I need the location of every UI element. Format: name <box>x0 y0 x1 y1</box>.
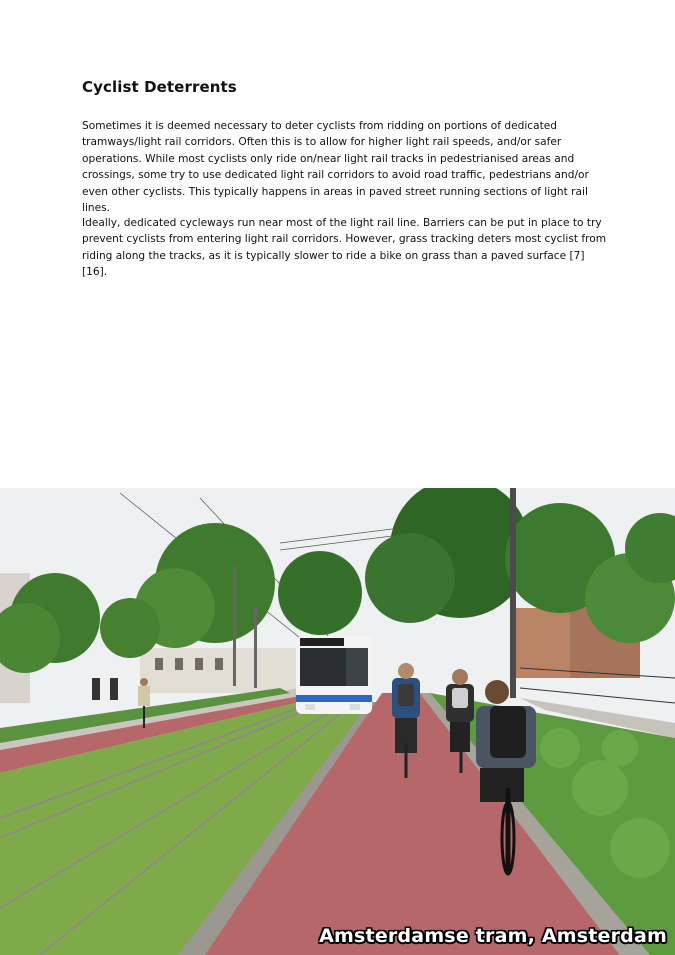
building-mid <box>140 648 300 693</box>
paragraph-intro: Sometimes it is deemed necessary to deter cyclists from ridding on portions of dedicated tramways/light rail corridors. Often this is to allow for higher light rail speeds, and/or safer operations. While most cyclists only ride on/near light rail tracks in pedestrianised areas and crossings, some try to use dedicated light rail corridors to avoid road traffic, pedestrians and/or even other cyclists. This typically happens in areas in paved street running sections of light rail lines. <box>82 120 589 215</box>
paragraph-cycleways: Ideally, dedicated cycleways run near most of the light rail line. Barriers can be put in place to try prevent cyclists from entering light rail corridors. However, grass tracking deters most cyclist from riding along the tracks, as it is typically slower to ride a bike on grass than a paved surface [7][16]. <box>82 217 607 279</box>
tram-photo-illustration <box>0 488 675 955</box>
photo-caption: Amsterdamse tram, Amsterdam <box>319 925 667 947</box>
building-right <box>515 608 575 678</box>
tram-photo <box>0 488 675 955</box>
catenary-pole <box>510 488 516 698</box>
section-title: Cyclist Deterrents <box>82 78 237 96</box>
tram <box>296 636 372 714</box>
